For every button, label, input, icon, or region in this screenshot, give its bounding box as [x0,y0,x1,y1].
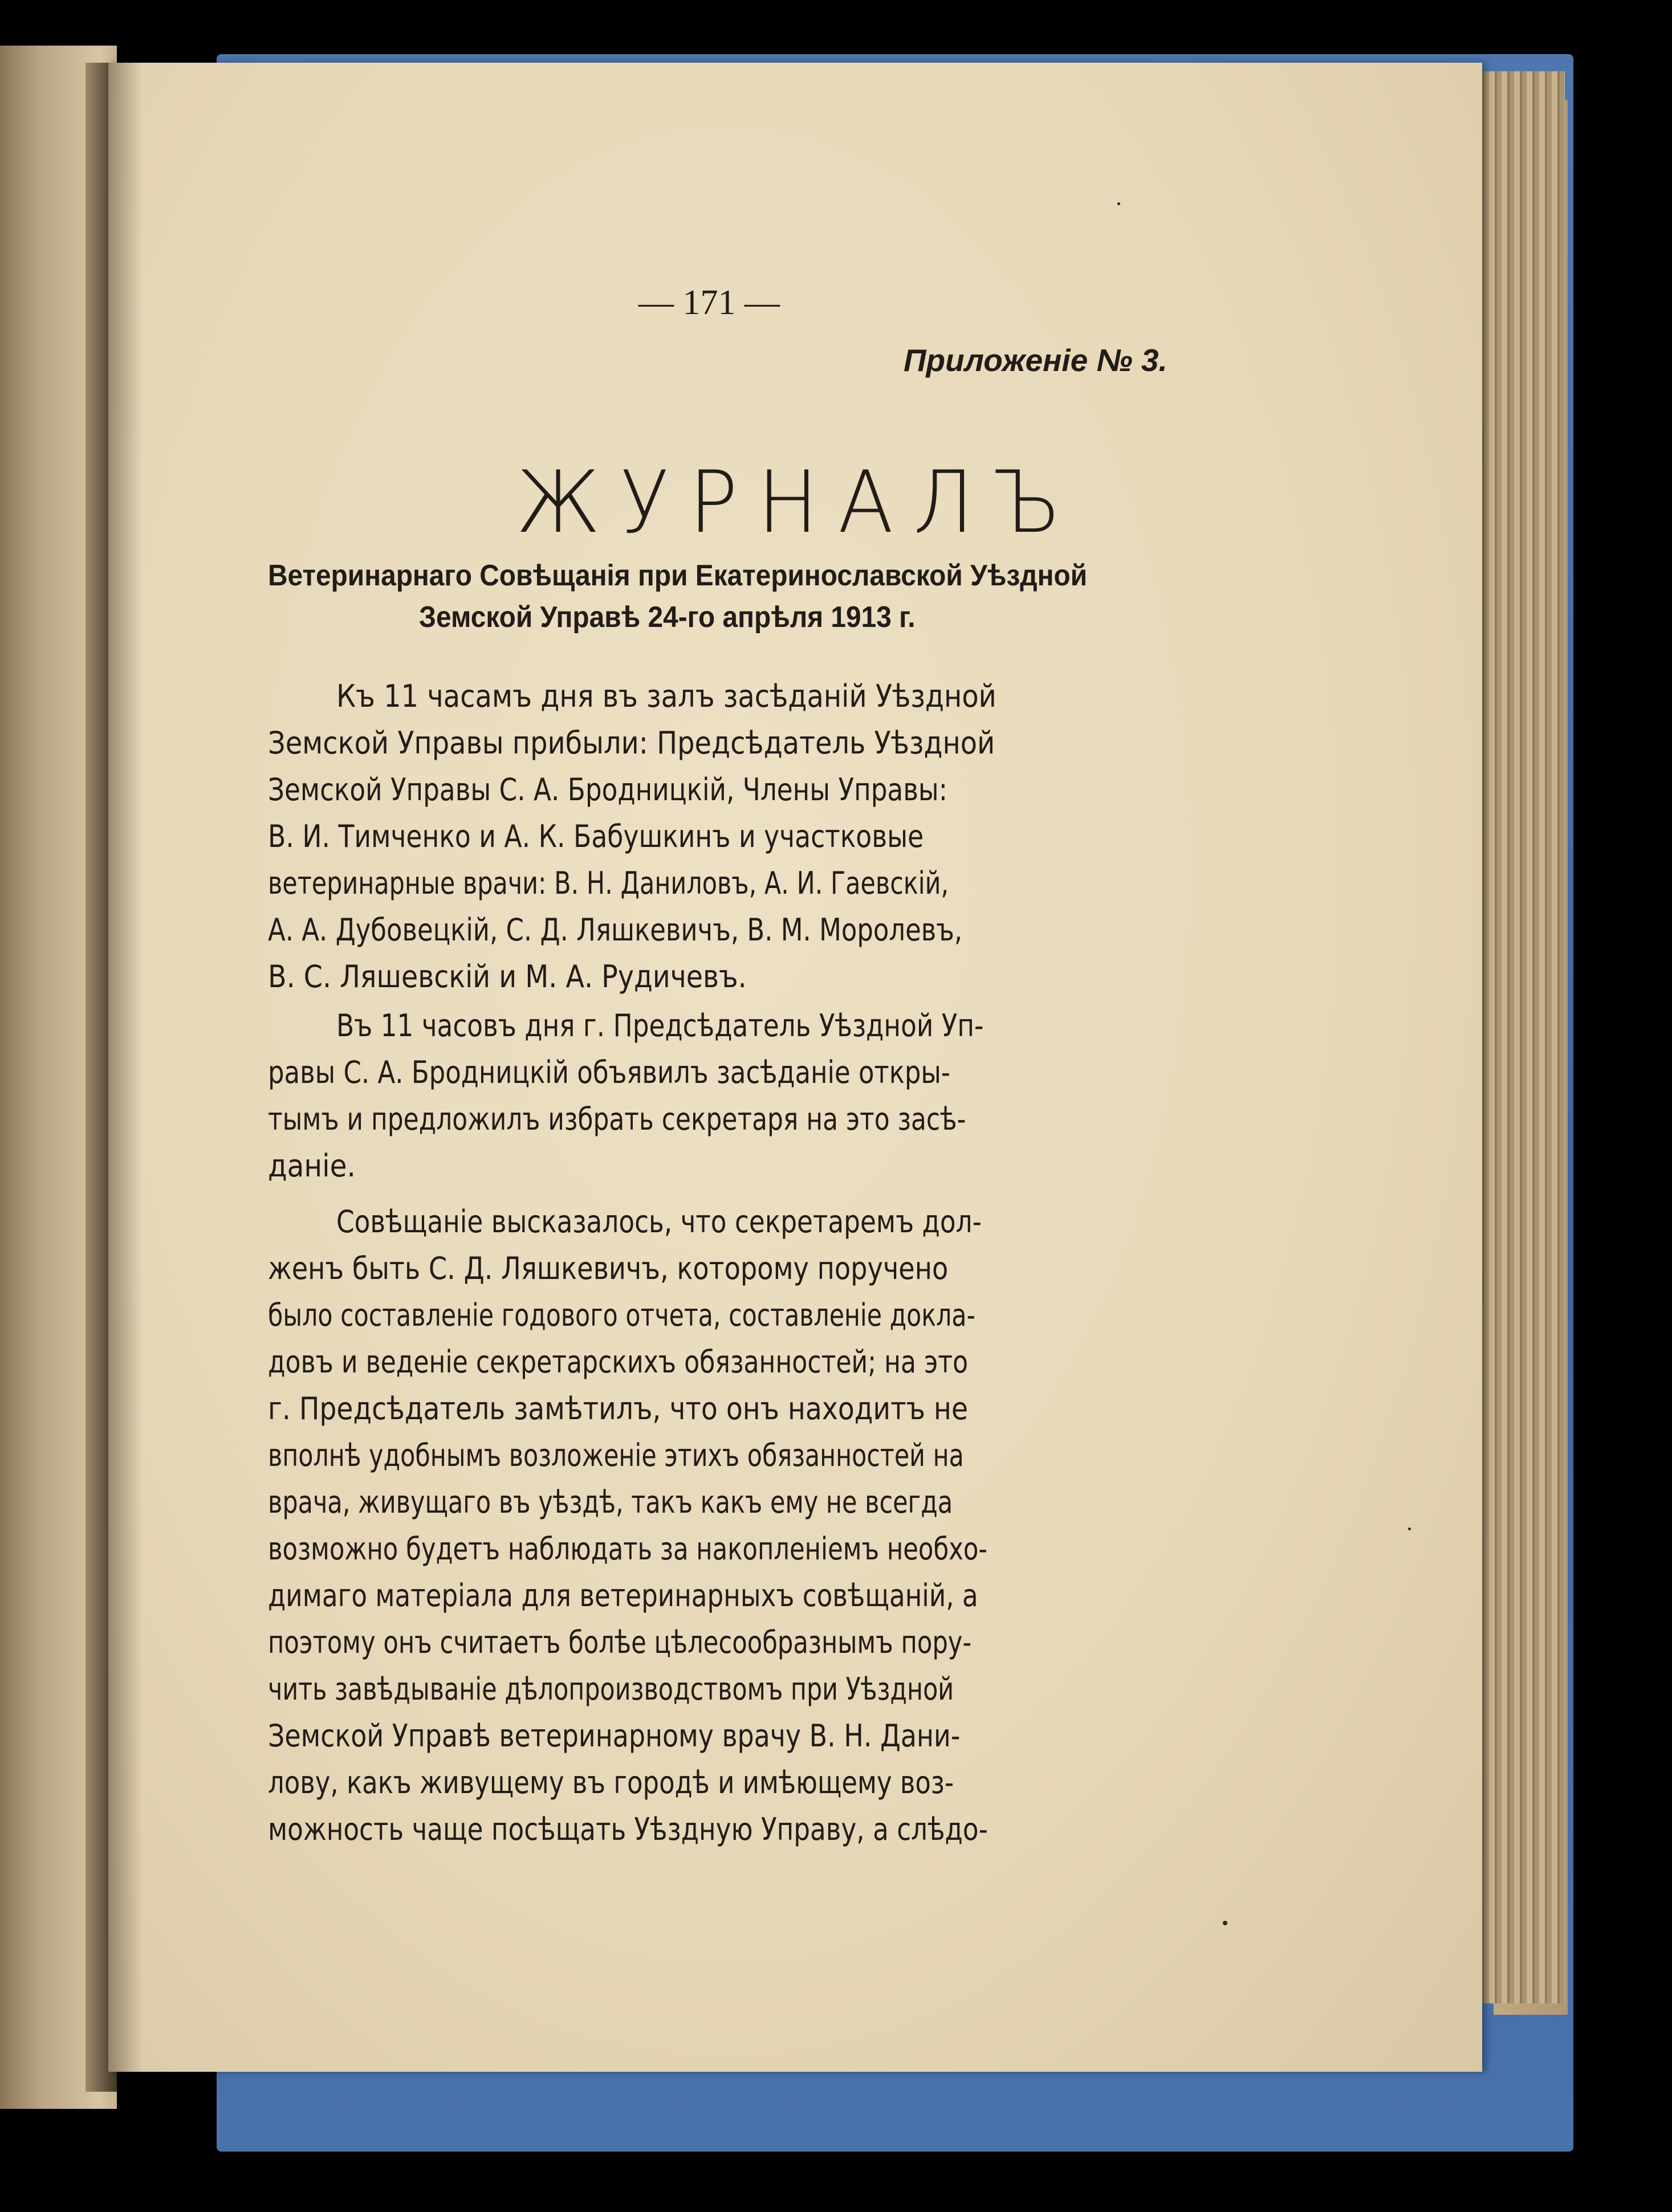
body-line: тымъ и предложилъ избрать секретаря на это засѣ- [268,1101,966,1137]
body-line: вполнѣ удобнымъ возложеніе этихъ обязанностей на [268,1437,964,1473]
body-line: врача, живущаго въ уѣздѣ, такъ какъ ему не всегда [268,1484,953,1520]
body-line: лову, какъ живущему въ городѣ и имѣющему воз- [268,1765,954,1800]
body-line: довъ и веденіе секретарскихъ обязанностей; на это [268,1344,969,1380]
body-line: В. И. Тимченко и А. К. Бабушкинъ и участковые [268,818,924,854]
subtitle-line-2: Земской Управѣ 24-го апрѣля 1913 г. [419,601,916,634]
appendix-label: Приложеніе № 3. [904,343,1167,378]
body-line: Земской Управы С. А. Бродницкій, Члены Управы: [268,772,947,808]
body-line: чить завѣдываніе дѣлопроизводствомъ при Уѣздной [268,1671,954,1707]
subtitle-line-1: Ветеринарнаго Совѣщанія при Екатеринославской Уѣздной [268,559,1088,592]
body-line: димаго матеріала для ветеринарныхъ совѣщаній, а [268,1578,978,1614]
body-line: Земской Управѣ ветеринарному врачу В. Н. Дани- [268,1718,961,1754]
body-line: женъ быть С. Д. Ляшкевичъ, которому поручено [268,1250,949,1286]
body-line: возможно будетъ наблюдать за накопленіемъ необхо- [268,1531,988,1567]
page-number: — 171 — [638,283,780,322]
paper-speck [1223,1921,1227,1925]
body-line: было составленіе годового отчета, составленіе докла- [268,1297,976,1333]
body-line: Къ 11 часамъ дня въ залъ засѣданій Уѣздной [336,678,996,714]
body-line: ветеринарные врачи: В. Н. Даниловъ, А. И. Гаевскій, [268,865,949,901]
body-line: равы С. А. Бродницкій объявилъ засѣданіе откры- [268,1054,951,1090]
paper-speck [1408,1527,1411,1530]
gutter-shadow [108,63,143,2072]
paper-speck [1117,202,1120,205]
body-line: Совѣщаніе высказалось, что секретаремъ дол- [336,1204,982,1240]
body-line: можность чаще посѣщать Уѣздную Управу, а слѣдо- [268,1811,988,1847]
body-line: В. С. Ляшевскій и М. А. Рудичевъ. [268,959,747,995]
body-line: Земской Управы прибыли: Предсѣдатель Уѣздной [268,725,995,761]
body-line: А. А. Дубовецкій, С. Д. Ляшкевичъ, В. М. Моролевъ, [268,912,963,948]
body-line: г. Предсѣдатель замѣтилъ, что онъ находитъ не [268,1391,969,1427]
body-line: даніе. [268,1148,356,1184]
body-line: Въ 11 часовъ дня г. Предсѣдатель Уѣздной Уп- [336,1008,984,1044]
page-title: ЖУРНАЛЪ [516,453,1081,552]
body-line: поэтому онъ считаетъ болѣе цѣлесообразнымъ пору- [268,1624,972,1660]
